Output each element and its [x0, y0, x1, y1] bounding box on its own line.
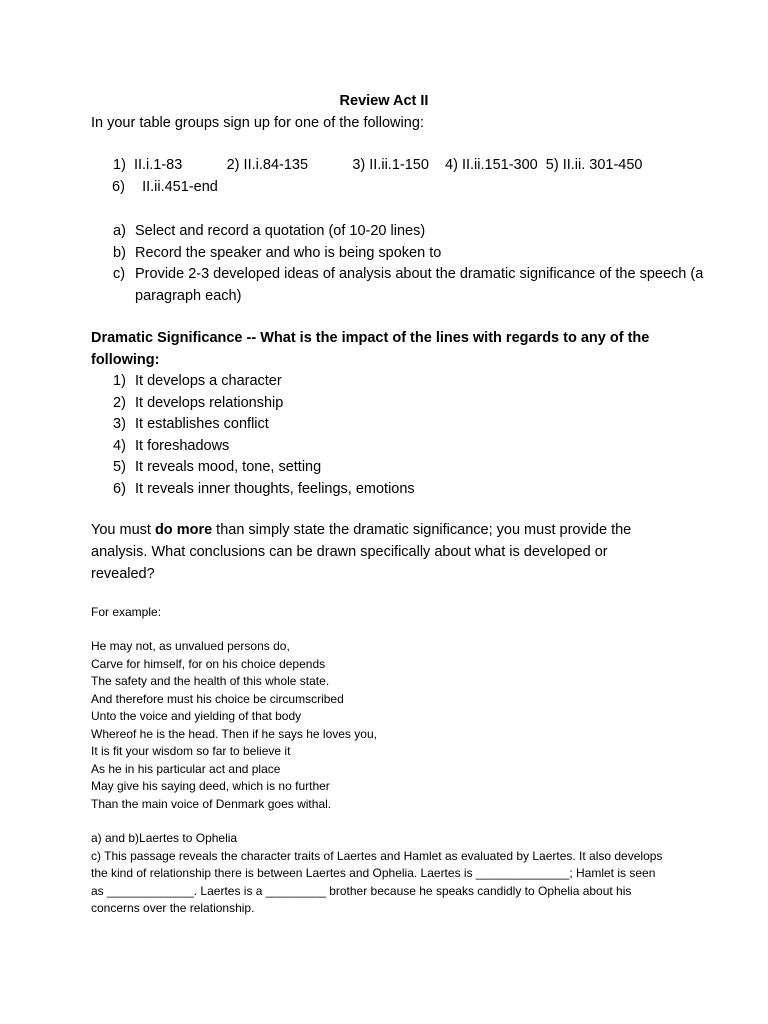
quotation-line: Than the main voice of Denmark goes withal.: [91, 796, 332, 811]
list-item-text: It establishes conflict: [135, 416, 269, 432]
list-item-text: Record the speaker and who is being spoken to: [135, 244, 442, 261]
list-marker: 1): [113, 373, 126, 389]
quotation-line: Whereof he is the head. Then if he says he loves you,: [91, 726, 377, 741]
list-item-text: It develops a character: [135, 373, 282, 389]
list-item: [91, 371, 715, 393]
list-marker: c): [113, 266, 126, 282]
section-range: II.ii.451-end: [142, 179, 218, 195]
quotation-line: It is fit your wisdom so far to believe it: [91, 744, 291, 758]
instruction-emphasis: do more: [154, 522, 213, 538]
significance-heading: Dramatic Significance -- What is the impact of the lines with regards to any of the following:: [91, 330, 650, 368]
quotation-line: And therefore must his choice be circumscribed: [91, 691, 344, 706]
example-quotation: [91, 638, 377, 813]
quotation-line: Carve for himself, for on his choice depends: [91, 656, 326, 671]
list-marker: b): [113, 244, 126, 261]
list-marker: 2): [113, 394, 126, 411]
task-list: [91, 221, 715, 307]
significance-list: [91, 371, 715, 500]
list-marker: 4): [113, 437, 126, 454]
list-marker: a): [113, 223, 126, 239]
quotation-line: He may not, as unvalued persons do,: [91, 639, 290, 653]
page-title: Review Act II: [339, 93, 429, 109]
list-item: [91, 221, 715, 243]
intro-text: In your table groups sign up for one of the following:: [91, 115, 424, 131]
example-answer: [91, 830, 671, 918]
section-options-line-1: 1) II.i.1-83 2) II.i.84-135 3) II.ii.1-150 4) II.ii.151-300 5) II.ii. 301-450: [113, 157, 643, 173]
list-item-text: Provide 2-3 developed ideas of analysis about the dramatic significance of the speech (a paragraph each): [135, 266, 704, 304]
list-item: [91, 264, 715, 307]
section-options-line-2: [112, 179, 218, 195]
instruction-text-end: than simply state the dramatic significance; you must provide the analysis. What conclusions can be drawn specifically about what is developed or revealed?: [91, 522, 632, 582]
list-item: [91, 479, 715, 501]
list-item: [91, 457, 715, 479]
quotation-line: Unto the voice and yielding of that body: [91, 709, 302, 723]
list-item-text: It reveals inner thoughts, feelings, emotions: [135, 480, 415, 497]
list-item: [91, 414, 715, 436]
quotation-line: As he in his particular act and place: [91, 761, 281, 776]
answer-analysis: c) This passage reveals the character traits of Laertes and Hamlet as evaluated by Laertes. It also develops the kind of relationship there is between Laertes and Ophelia. Laertes is ______________; Hamlet is seen as _____________. Laertes is a _________ brother because he speaks candidly to Ophelia about his concerns over the relationship.: [91, 848, 663, 915]
answer-speaker: a) and b)Laertes to Ophelia: [91, 831, 238, 845]
section-number: 6): [112, 179, 125, 195]
analysis-instruction: [91, 519, 671, 585]
list-marker: 6): [113, 480, 126, 497]
list-item: [91, 243, 715, 265]
list-item: [91, 436, 715, 458]
list-item-text: It develops relationship: [135, 394, 284, 411]
list-marker: 3): [113, 416, 126, 432]
instruction-text-start: You must: [91, 522, 155, 538]
quotation-line: The safety and the health of this whole state.: [91, 674, 330, 688]
example-label: For example:: [91, 605, 162, 619]
list-item-text: It foreshadows: [135, 437, 230, 454]
list-marker: 5): [113, 459, 126, 475]
quotation-line: May give his saying deed, which is no further: [91, 779, 330, 793]
list-item: [91, 393, 715, 415]
list-item-text: Select and record a quotation (of 10-20 lines): [135, 223, 426, 239]
list-item-text: It reveals mood, tone, setting: [135, 459, 322, 475]
